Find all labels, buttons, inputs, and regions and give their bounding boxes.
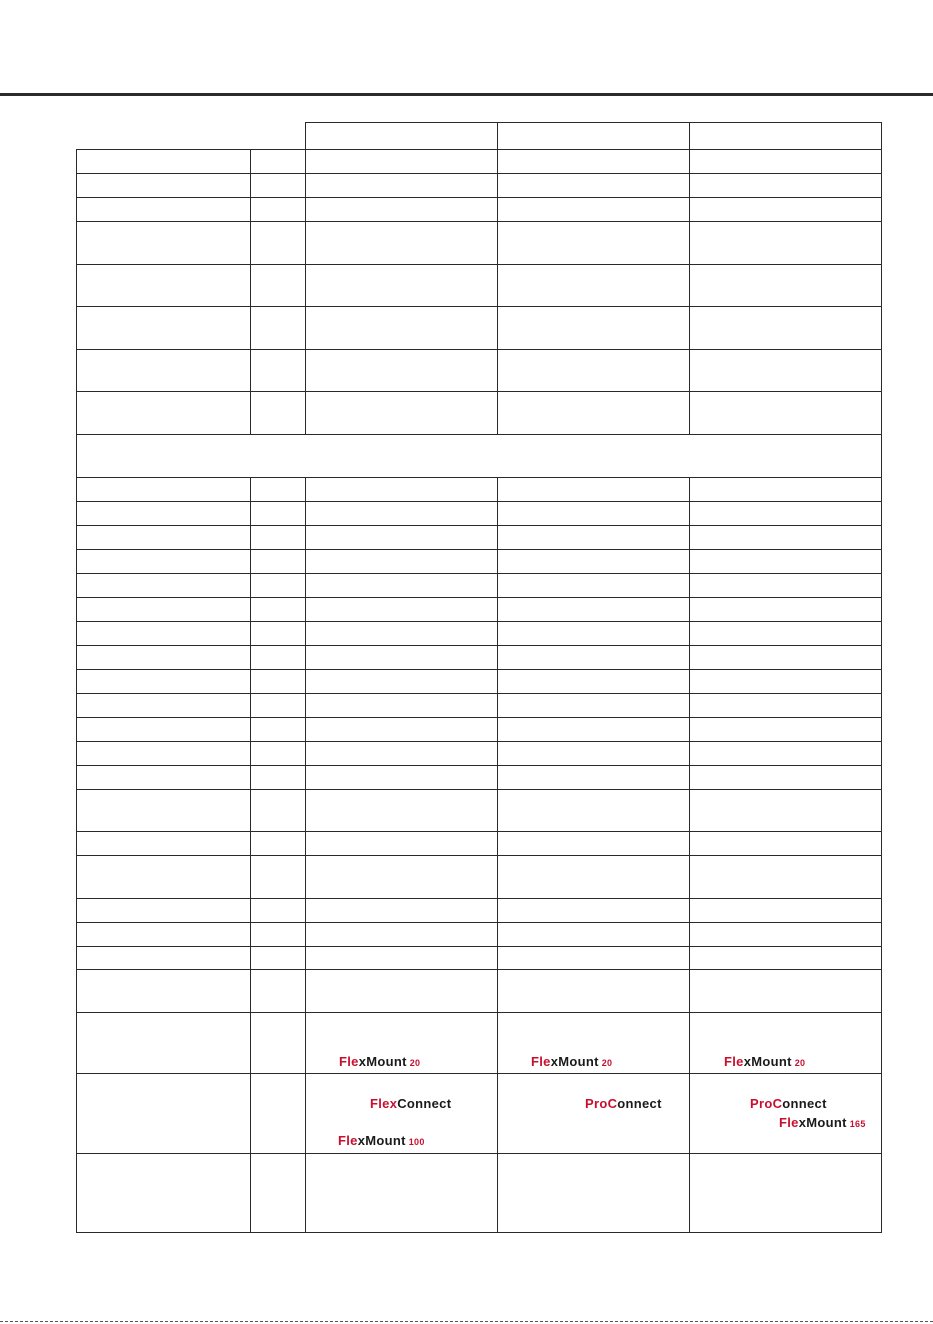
- table-cell: [689, 391, 882, 435]
- table-cell: [305, 765, 498, 790]
- section-header-cell: [76, 434, 882, 478]
- table-cell: [305, 173, 498, 198]
- table-cell: [305, 306, 498, 350]
- table-cell: [305, 264, 498, 307]
- table-cell: [497, 855, 690, 899]
- table-cell: [250, 477, 306, 502]
- table-cell: [305, 669, 498, 694]
- table-cell: [250, 969, 306, 1013]
- table-cell: [497, 898, 690, 923]
- table-cell: [689, 693, 882, 718]
- table-cell: [76, 645, 251, 670]
- table-cell: [689, 621, 882, 646]
- table-cell: [250, 525, 306, 550]
- table-cell: [497, 1153, 690, 1233]
- column-header-cell: [305, 122, 498, 150]
- table-cell: [305, 946, 498, 970]
- table-cell: [497, 173, 690, 198]
- table-cell: [76, 946, 251, 970]
- table-cell: [76, 765, 251, 790]
- table-cell: [689, 717, 882, 742]
- table-cell: [689, 645, 882, 670]
- table-cell: [305, 1153, 498, 1233]
- table-cell: [305, 831, 498, 856]
- table-cell: [497, 477, 690, 502]
- page-bottom-rule: [0, 1321, 933, 1322]
- table-cell: [76, 573, 251, 598]
- table-cell: [305, 197, 498, 222]
- table-cell: [250, 1153, 306, 1233]
- table-cell: [497, 391, 690, 435]
- table-cell: [250, 149, 306, 174]
- table-cell: [305, 621, 498, 646]
- table-cell: [76, 922, 251, 947]
- table-cell: [497, 922, 690, 947]
- table-cell: [76, 264, 251, 307]
- table-cell: [497, 149, 690, 174]
- table-cell: [250, 789, 306, 832]
- table-cell: [250, 693, 306, 718]
- table-cell: [250, 1012, 306, 1074]
- table-cell: [689, 501, 882, 526]
- table-cell: [250, 855, 306, 899]
- table-cell: [250, 765, 306, 790]
- table-cell: [689, 969, 882, 1013]
- table-cell: [689, 477, 882, 502]
- table-cell: [497, 597, 690, 622]
- logo-flexmount-20-col2: FlexMount 20: [531, 1054, 613, 1069]
- table-cell: [250, 573, 306, 598]
- table-cell: [250, 741, 306, 766]
- table-cell: [497, 946, 690, 970]
- table-cell: [689, 197, 882, 222]
- table-cell: [305, 645, 498, 670]
- table-cell: [497, 969, 690, 1013]
- table-cell: [305, 597, 498, 622]
- table-cell: [250, 717, 306, 742]
- table-cell: [497, 717, 690, 742]
- table-cell: [250, 946, 306, 970]
- table-cell: [305, 922, 498, 947]
- table-cell: [250, 221, 306, 265]
- table-cell: [305, 789, 498, 832]
- table-cell: [305, 898, 498, 923]
- table-cell: [689, 1153, 882, 1233]
- table-cell: [250, 264, 306, 307]
- table-cell: [497, 741, 690, 766]
- table-cell: [76, 477, 251, 502]
- table-cell: [76, 693, 251, 718]
- table-cell: [305, 501, 498, 526]
- table-cell: [250, 501, 306, 526]
- table-cell: [76, 391, 251, 435]
- logo-flexmount-100-col1: FlexMount 100: [338, 1133, 425, 1148]
- table-cell: [250, 621, 306, 646]
- table-cell: [689, 306, 882, 350]
- table-cell: [689, 173, 882, 198]
- table-cell: [76, 197, 251, 222]
- column-header-cell: [689, 122, 882, 150]
- table-cell: [689, 831, 882, 856]
- table-cell: [305, 693, 498, 718]
- table-cell: [497, 1073, 690, 1154]
- table-cell: [76, 831, 251, 856]
- table-cell: [76, 149, 251, 174]
- logo-flexmount-165-col3: FlexMount 165: [779, 1115, 866, 1130]
- table-cell: [497, 549, 690, 574]
- table-cell: [497, 501, 690, 526]
- table-cell: [497, 645, 690, 670]
- table-cell: [76, 549, 251, 574]
- table-cell: [305, 855, 498, 899]
- logo-flexconnect-col1: FlexConnect: [370, 1096, 452, 1111]
- table-cell: [76, 855, 251, 899]
- table-cell: [497, 573, 690, 598]
- table-cell: [76, 969, 251, 1013]
- table-cell: [76, 741, 251, 766]
- table-cell: [250, 645, 306, 670]
- logo-flexmount-20-col3: FlexMount 20: [724, 1054, 806, 1069]
- table-cell: [305, 525, 498, 550]
- table-cell: [689, 349, 882, 392]
- table-cell: [250, 306, 306, 350]
- table-cell: [305, 391, 498, 435]
- table-cell: [689, 597, 882, 622]
- table-cell: [497, 525, 690, 550]
- table-cell: [305, 149, 498, 174]
- table-cell: [76, 525, 251, 550]
- table-cell: [689, 264, 882, 307]
- table-cell: [250, 197, 306, 222]
- logo-flexmount-20-col1: FlexMount 20: [339, 1054, 421, 1069]
- table-cell: [689, 946, 882, 970]
- table-cell: [497, 306, 690, 350]
- table-cell: [76, 717, 251, 742]
- logo-proconnect-col3: ProConnect: [750, 1096, 827, 1111]
- table-cell: [497, 197, 690, 222]
- table-cell: [76, 669, 251, 694]
- table-cell: [76, 1012, 251, 1074]
- table-cell: [250, 391, 306, 435]
- table-cell: [689, 765, 882, 790]
- table-cell: [497, 693, 690, 718]
- table-cell: [689, 1073, 882, 1154]
- table-cell: [689, 789, 882, 832]
- table-cell: [250, 831, 306, 856]
- table-cell: [305, 573, 498, 598]
- table-cell: [497, 831, 690, 856]
- table-cell: [497, 669, 690, 694]
- table-cell: [689, 573, 882, 598]
- table-cell: [305, 477, 498, 502]
- table-cell: [689, 669, 882, 694]
- table-cell: [689, 549, 882, 574]
- table-cell: [76, 221, 251, 265]
- table-cell: [497, 621, 690, 646]
- table-cell: [497, 765, 690, 790]
- table-cell: [76, 306, 251, 350]
- column-header-cell: [497, 122, 690, 150]
- table-cell: [305, 549, 498, 574]
- table-cell: [689, 855, 882, 899]
- table-cell: [76, 349, 251, 392]
- table-cell: [250, 922, 306, 947]
- table-cell: [689, 922, 882, 947]
- table-cell: [497, 264, 690, 307]
- table-cell: [689, 221, 882, 265]
- table-cell: [305, 969, 498, 1013]
- table-cell: [250, 173, 306, 198]
- table-cell: [497, 221, 690, 265]
- table-cell: [250, 669, 306, 694]
- table-cell: [76, 173, 251, 198]
- table-cell: [76, 1153, 251, 1233]
- logo-proconnect-col2: ProConnect: [585, 1096, 662, 1111]
- table-cell: [305, 221, 498, 265]
- table-cell: [689, 525, 882, 550]
- table-cell: [689, 898, 882, 923]
- table-cell: [76, 789, 251, 832]
- table-cell: [76, 1073, 251, 1154]
- table-cell: [250, 349, 306, 392]
- table-cell: [305, 349, 498, 392]
- table-cell: [497, 789, 690, 832]
- table-cell: [305, 741, 498, 766]
- table-cell: [76, 597, 251, 622]
- table-cell: [76, 621, 251, 646]
- table-cell: [250, 597, 306, 622]
- table-cell: [497, 349, 690, 392]
- table-cell: [689, 149, 882, 174]
- table-cell: [250, 1073, 306, 1154]
- table-cell: [305, 717, 498, 742]
- table-cell: [689, 741, 882, 766]
- table-cell: [76, 898, 251, 923]
- table-cell: [250, 549, 306, 574]
- table-cell: [76, 501, 251, 526]
- table-cell: [250, 898, 306, 923]
